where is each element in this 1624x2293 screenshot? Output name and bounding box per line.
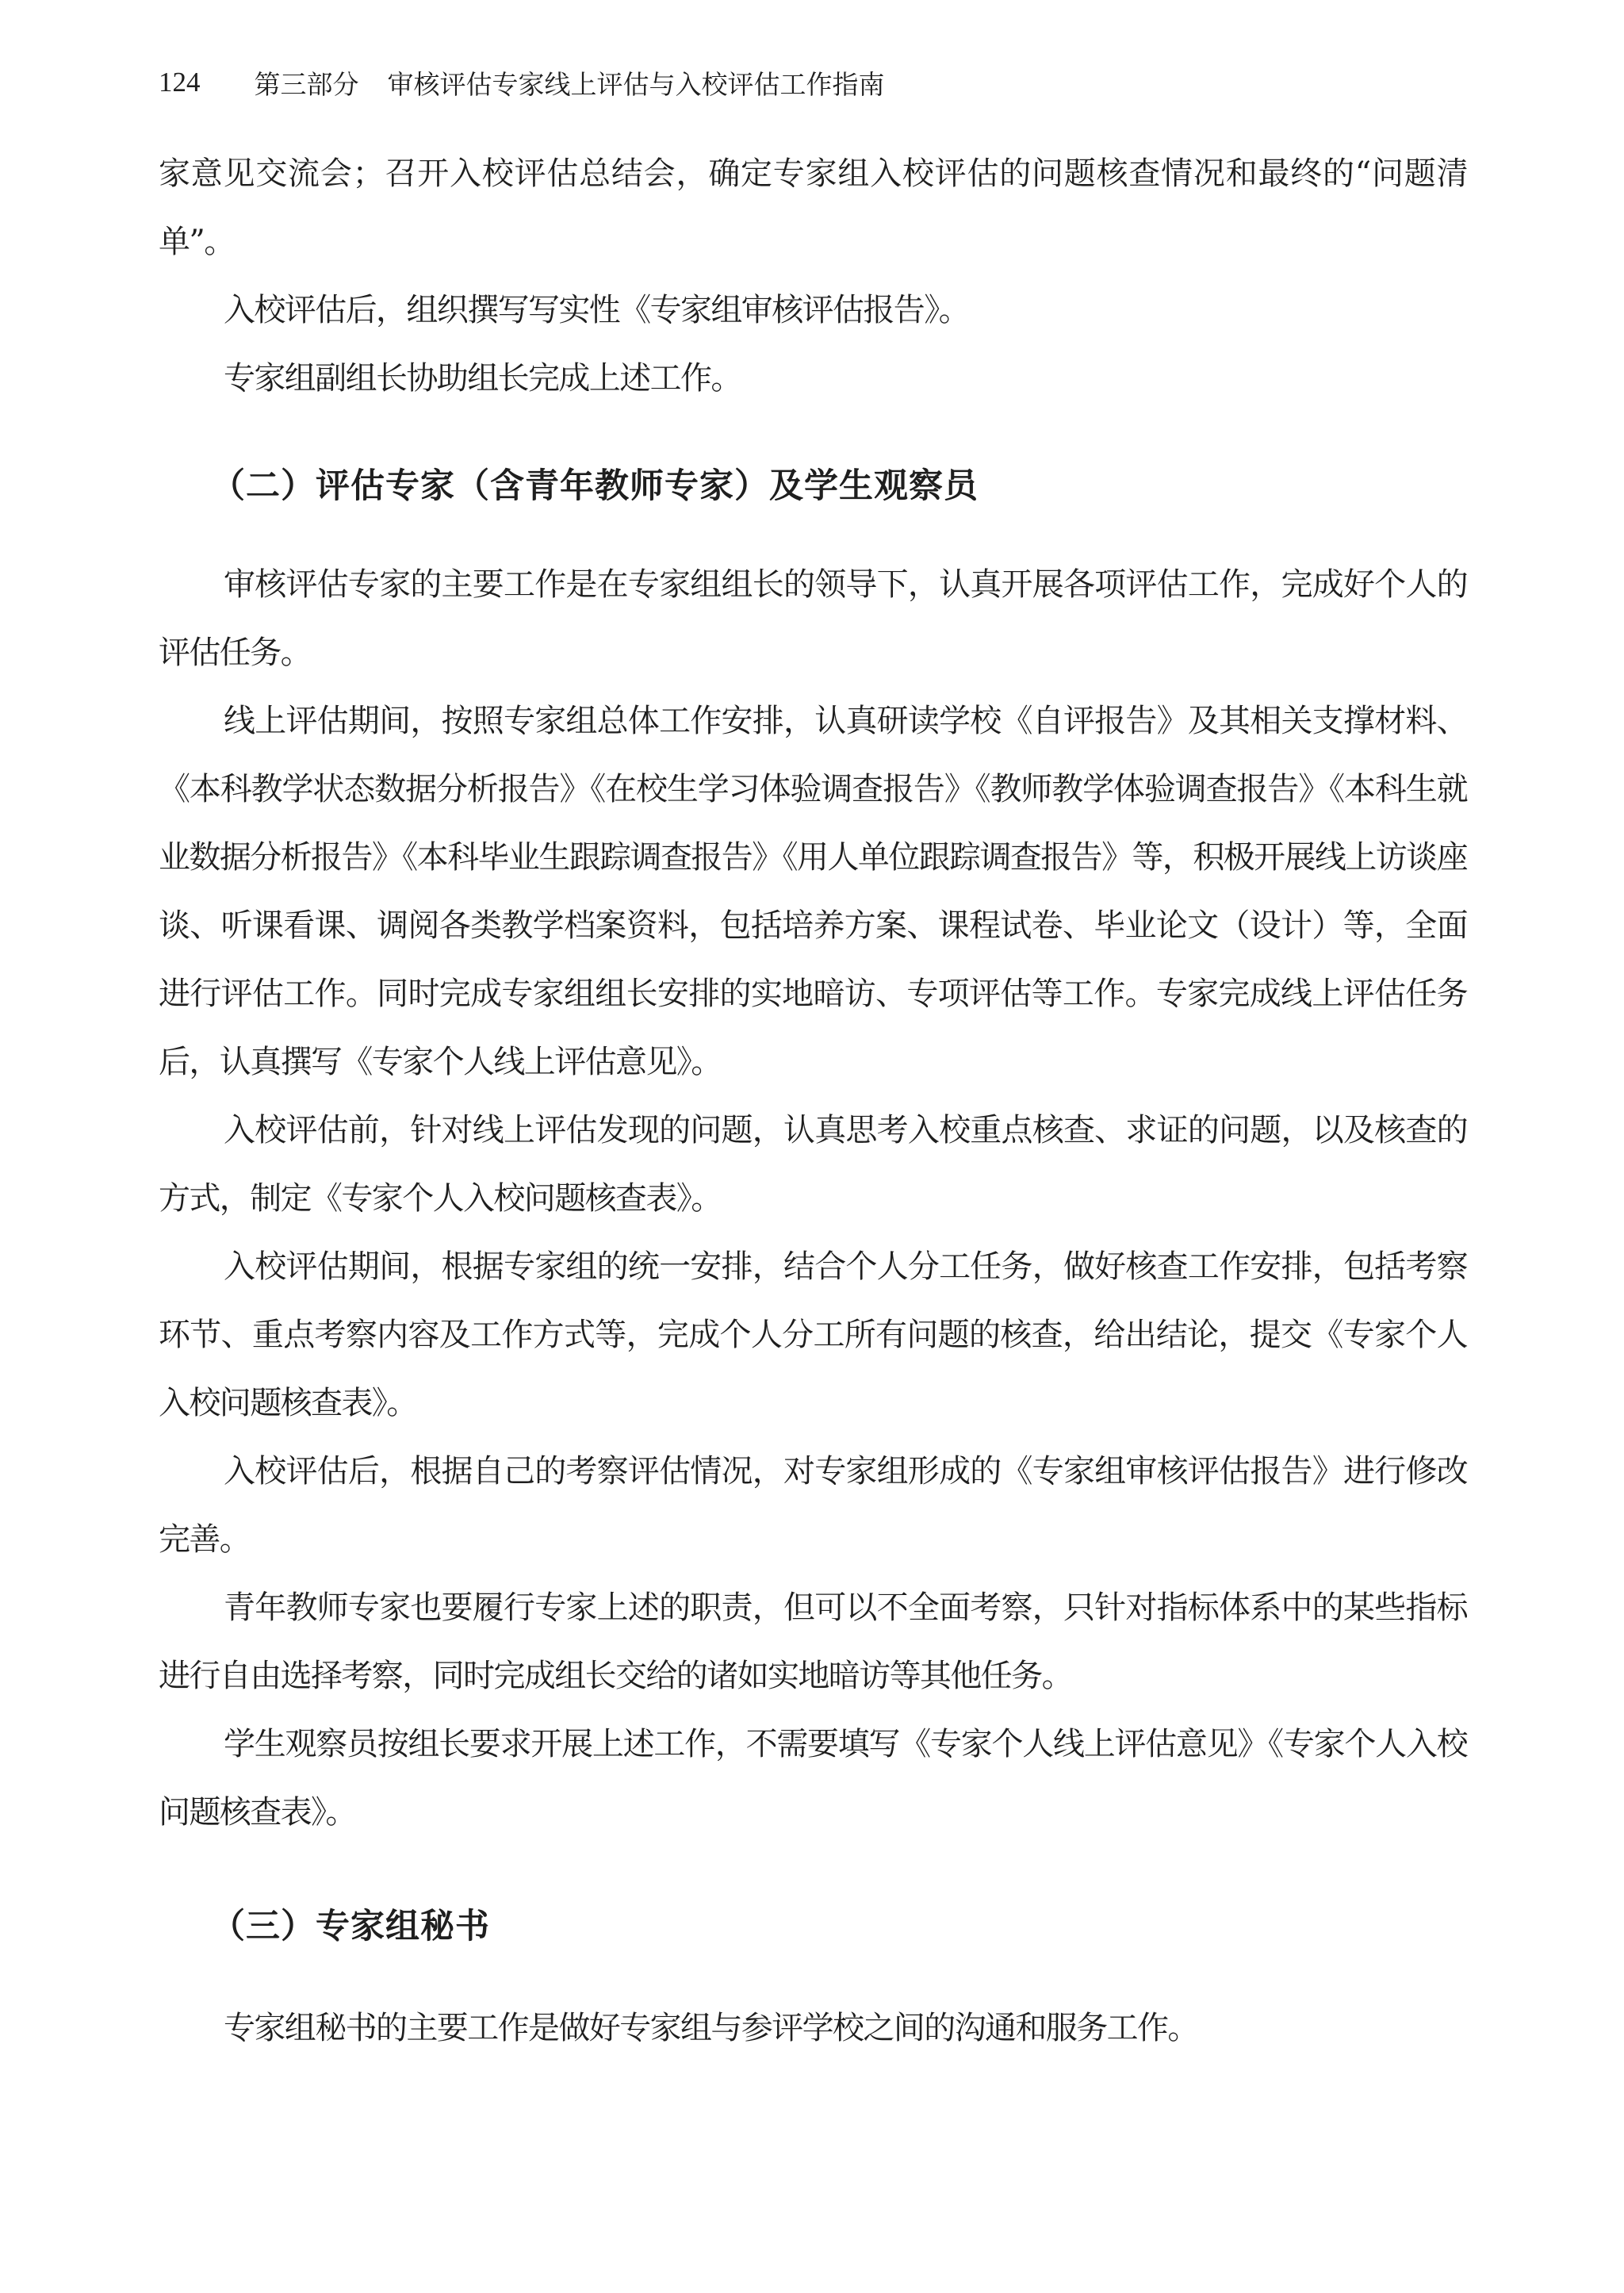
paragraph: 入校评估后，根据自己的考察评估情况，对专家组形成的《专家组审核评估报告》进行修改完善。 <box>159 1453 1467 1558</box>
paragraph: 审核评估专家的主要工作是在专家组组长的领导下，认真开展各项评估工作，完成好个人的评估任务。 <box>159 566 1467 671</box>
paragraph: 入校评估前，针对线上评估发现的问题，认真思考入校重点核查、求证的问题，以及核查的方式，制定《专家个人入校问题核查表》。 <box>159 1112 1467 1217</box>
paragraph: 青年教师专家也要履行专家上述的职责，但可以不全面考察，只针对指标体系中的某些指标进行自由选择考察，同时完成组长交给的诸如实地暗访等其他任务。 <box>159 1589 1467 1694</box>
paragraph: 专家组秘书的主要工作是做好专家组与参评学校之间的沟通和服务工作。 <box>224 2010 1198 2046</box>
page-number: 124 <box>159 67 201 98</box>
paragraph: 入校评估后，组织撰写写实性《专家组审核评估报告》。 <box>224 292 969 328</box>
part-label: 第三部分 <box>254 68 359 100</box>
body-text <box>159 140 1467 2062</box>
section-heading: （三）专家组秘书 <box>211 1907 490 1946</box>
section-heading: （二）评估专家（含青年教师专家）及学生观察员 <box>211 466 979 506</box>
paragraph: 线上评估期间，按照专家组总体工作安排，认真研读学校《自评报告》及其相关支撑材料、《本科教学状态数据分析报告》《在校生学习体验调查报告》《教师教学体验调查报告》《本科生就业数据分析报告》《本科毕业生跟踪调查报告》《用人单位跟踪调查报告》等，积极开展线上访谈座谈、听课看课、调阅各类教学档案资料，包括培养方案、课程试卷、毕业论文（设计）等，全面进行评估工作。同时完成专家组组长安排的实地暗访、专项评估等工作。专家完成线上评估任务后，认真撰写《专家个人线上评估意见》。 <box>159 703 1467 1080</box>
paragraph: 专家组副组长协助组长完成上述工作。 <box>224 360 741 397</box>
paragraph: 学生观察员按组长要求开展上述工作，不需要填写《专家个人线上评估意见》《专家个人入校问题核查表》。 <box>159 1726 1467 1831</box>
paragraph: 家意见交流会；召开入校评估总结会，确定专家组入校评估的问题核查情况和最终的“问题清单”。 <box>159 155 1467 260</box>
paragraph: 入校评估期间，根据专家组的统一安排，结合个人分工任务，做好核查工作安排，包括考察环节、重点考察内容及工作方式等，完成个人分工所有问题的核查，给出结论，提交《专家个人入校问题核查表》。 <box>159 1248 1467 1421</box>
part-title: 审核评估专家线上评估与入校评估工作指南 <box>387 68 885 100</box>
running-header <box>159 60 885 105</box>
